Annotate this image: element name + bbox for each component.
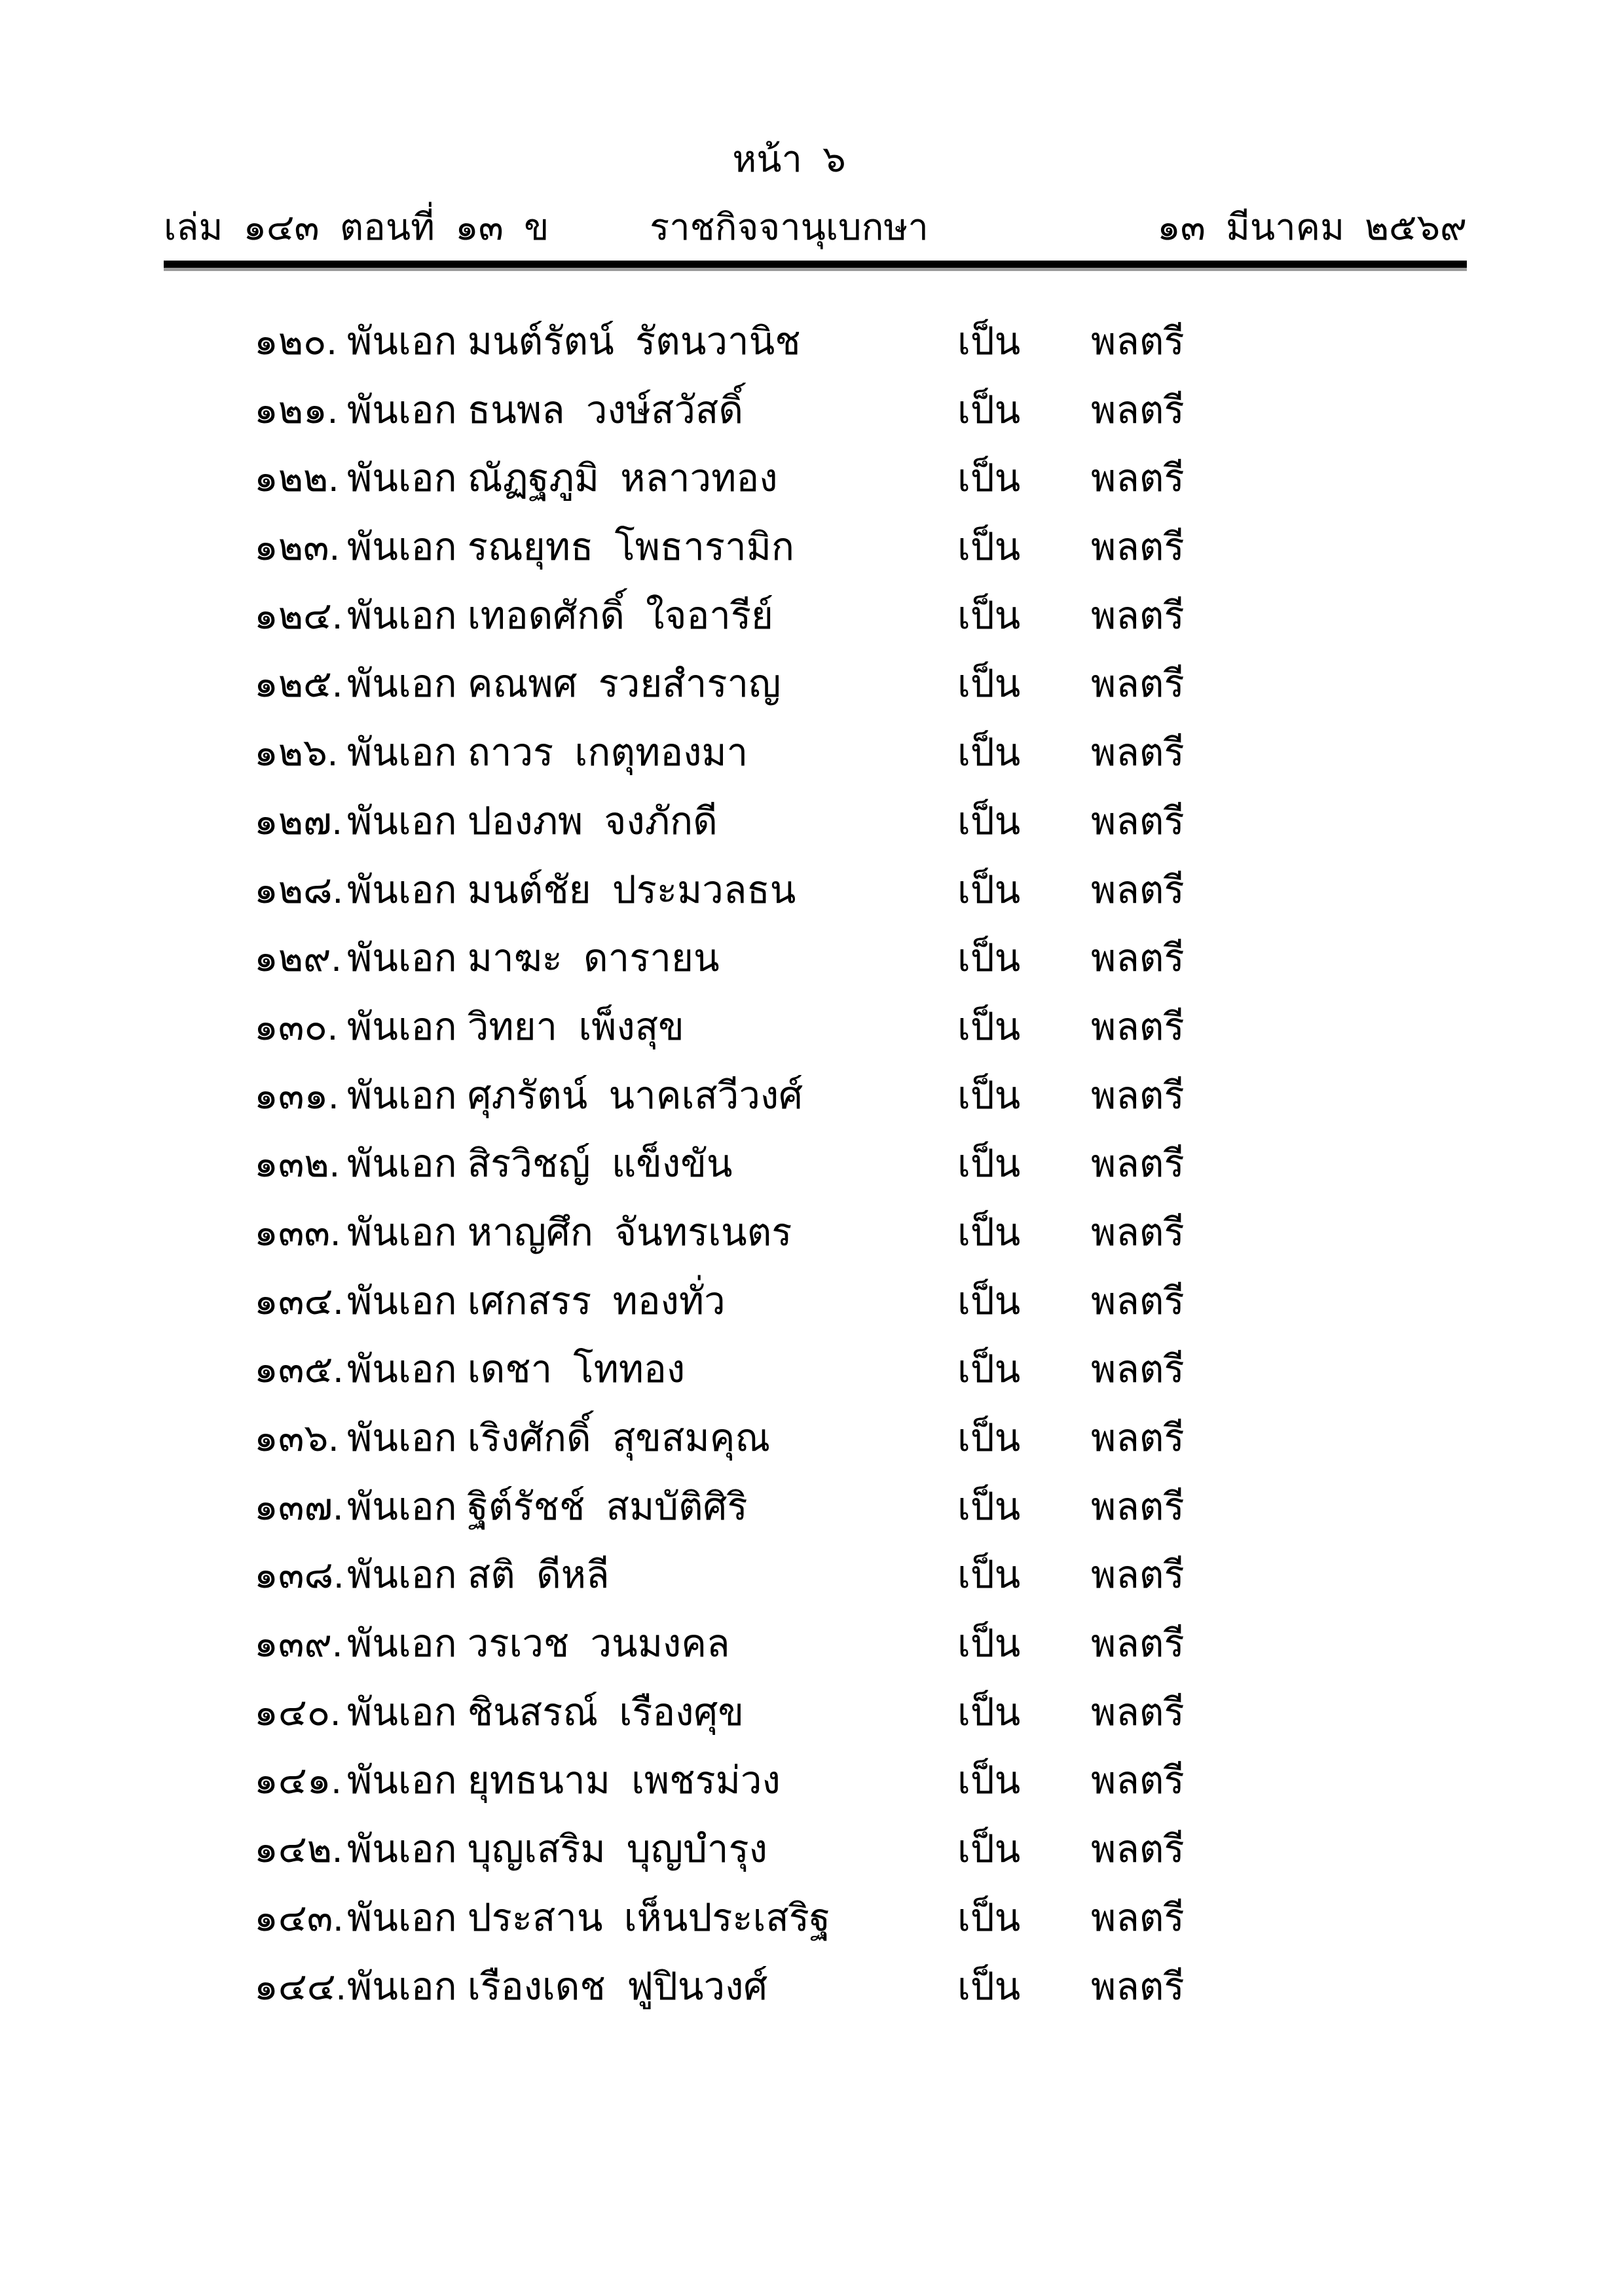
list-item bbox=[0, 719, 1624, 788]
item-number: ๑๒๓. bbox=[254, 526, 340, 569]
officer-name: พันเอก รณยุทธ โพธารามิก bbox=[347, 526, 795, 569]
to-word: เป็น bbox=[957, 1417, 1021, 1459]
officer-name: พันเอก เศกสรร ทองทั่ว bbox=[347, 1279, 726, 1322]
to-word: เป็น bbox=[957, 868, 1021, 911]
to-word: เป็น bbox=[957, 594, 1021, 637]
list-item bbox=[0, 856, 1624, 925]
item-number: ๑๒๘. bbox=[254, 868, 343, 911]
new-rank: พลตรี bbox=[1091, 457, 1185, 500]
new-rank: พลตรี bbox=[1091, 1417, 1185, 1459]
list-item bbox=[0, 1199, 1624, 1267]
list-item bbox=[0, 1404, 1624, 1473]
item-number: ๑๓๖. bbox=[254, 1417, 339, 1459]
officer-name: พันเอก ชินสรณ์ เรืองศุข bbox=[347, 1690, 744, 1734]
officer-name: พันเอก ประสาน เห็นประเสริฐ bbox=[347, 1896, 830, 1939]
list-item bbox=[0, 1473, 1624, 1542]
item-number: ๑๒๑. bbox=[254, 388, 338, 431]
officer-name: พันเอก เริงศักดิ์ สุขสมคุณ bbox=[347, 1417, 771, 1459]
item-number: ๑๔๐. bbox=[254, 1690, 341, 1734]
officer-name: พันเอก บุญเสริม บุญบำรุง bbox=[347, 1828, 767, 1871]
page-number-label: หน้า ๖ bbox=[732, 138, 846, 179]
list-item bbox=[0, 1610, 1624, 1679]
officer-name: พันเอก ถาวร เกตุทองมา bbox=[347, 731, 748, 774]
item-number: ๑๒๒. bbox=[254, 457, 339, 500]
item-number: ๑๓๕. bbox=[254, 1348, 344, 1391]
new-rank: พลตรี bbox=[1091, 663, 1185, 706]
new-rank: พลตรี bbox=[1091, 1690, 1185, 1734]
to-word: เป็น bbox=[957, 1074, 1021, 1117]
to-word: เป็น bbox=[957, 937, 1021, 980]
list-item bbox=[0, 445, 1624, 513]
item-number: ๑๒๖. bbox=[254, 731, 338, 774]
list-item bbox=[0, 582, 1624, 651]
officer-name: พันเอก ธนพล วงษ์สวัสดิ์ bbox=[347, 388, 743, 431]
to-word: เป็น bbox=[957, 799, 1021, 843]
officer-name: พันเอก วรเวช วนมงคล bbox=[347, 1622, 730, 1666]
new-rank: พลตรี bbox=[1091, 1554, 1185, 1597]
new-rank: พลตรี bbox=[1091, 1279, 1185, 1322]
new-rank: พลตรี bbox=[1091, 1211, 1185, 1254]
list-item bbox=[0, 924, 1624, 993]
officer-name: พันเอก เทอดศักดิ์ ใจอารีย์ bbox=[347, 594, 773, 637]
new-rank: พลตรี bbox=[1091, 1142, 1185, 1186]
item-number: ๑๓๗. bbox=[254, 1485, 344, 1528]
to-word: เป็น bbox=[957, 1485, 1021, 1528]
officer-name: พันเอก เดชา โททอง bbox=[347, 1348, 686, 1391]
new-rank: พลตรี bbox=[1091, 1348, 1185, 1391]
to-word: เป็น bbox=[957, 1896, 1021, 1939]
item-number: ๑๓๑. bbox=[254, 1074, 339, 1117]
to-word: เป็น bbox=[957, 1828, 1021, 1871]
to-word: เป็น bbox=[957, 1759, 1021, 1802]
new-rank: พลตรี bbox=[1091, 799, 1185, 843]
list-item bbox=[0, 1062, 1624, 1131]
item-number: ๑๔๒. bbox=[254, 1828, 343, 1871]
officer-name: พันเอก ปองภพ จงภักดี bbox=[347, 799, 718, 843]
list-item bbox=[0, 1953, 1624, 2022]
to-word: เป็น bbox=[957, 1965, 1021, 2008]
date-label: ๑๓ มีนาคม ๒๕๖๙ bbox=[1157, 206, 1467, 247]
officer-name: พันเอก เรืองเดช ฟูปินวงศ์ bbox=[347, 1965, 768, 2008]
new-rank: พลตรี bbox=[1091, 731, 1185, 774]
item-number: ๑๓๘. bbox=[254, 1554, 344, 1597]
officer-name: พันเอก มนต์ชัย ประมวลธน bbox=[347, 868, 796, 911]
item-number: ๑๓๔. bbox=[254, 1279, 344, 1322]
officer-name: พันเอก ยุทธนาม เพชรม่วง bbox=[347, 1759, 781, 1802]
list-item bbox=[0, 1541, 1624, 1610]
officer-name: พันเอก คณพศ รวยสำราญ bbox=[347, 663, 781, 706]
header-rule bbox=[164, 261, 1467, 268]
new-rank: พลตรี bbox=[1091, 1965, 1185, 2008]
new-rank: พลตรี bbox=[1091, 868, 1185, 911]
to-word: เป็น bbox=[957, 388, 1021, 431]
item-number: ๑๓๒. bbox=[254, 1142, 340, 1186]
officer-name: พันเอก สิรวิชญ์ แข็งขัน bbox=[347, 1142, 733, 1186]
new-rank: พลตรี bbox=[1091, 526, 1185, 569]
officer-name: พันเอก หาญศึก จันทรเนตร bbox=[347, 1211, 792, 1254]
to-word: เป็น bbox=[957, 526, 1021, 569]
to-word: เป็น bbox=[957, 731, 1021, 774]
to-word: เป็น bbox=[957, 1279, 1021, 1322]
list-item bbox=[0, 1747, 1624, 1815]
list-item bbox=[0, 1679, 1624, 1747]
officer-name: พันเอก มนต์รัตน์ รัตนวานิช bbox=[347, 320, 801, 363]
item-number: ๑๔๔. bbox=[254, 1965, 346, 2008]
new-rank: พลตรี bbox=[1091, 1005, 1185, 1048]
officer-name: พันเอก ฐิต์รัชช์ สมบัติศิริ bbox=[347, 1485, 748, 1528]
item-number: ๑๒๙. bbox=[254, 937, 342, 980]
item-number: ๑๓๐. bbox=[254, 1005, 338, 1048]
volume-issue-label: เล่ม ๑๔๓ ตอนที่ ๑๓ ข bbox=[164, 206, 549, 247]
new-rank: พลตรี bbox=[1091, 1896, 1185, 1939]
new-rank: พลตรี bbox=[1091, 594, 1185, 637]
gazette-title: ราชกิจจานุเบกษา bbox=[650, 206, 929, 247]
item-number: ๑๓๓. bbox=[254, 1211, 341, 1254]
officer-name: พันเอก ศุภรัตน์ นาคเสวีวงศ์ bbox=[347, 1074, 803, 1117]
to-word: เป็น bbox=[957, 1554, 1021, 1597]
list-item bbox=[0, 1815, 1624, 1884]
list-item bbox=[0, 1130, 1624, 1199]
new-rank: พลตรี bbox=[1091, 1828, 1185, 1871]
new-rank: พลตรี bbox=[1091, 1485, 1185, 1528]
list-item bbox=[0, 513, 1624, 582]
list-item bbox=[0, 993, 1624, 1062]
item-number: ๑๔๑. bbox=[254, 1759, 342, 1802]
list-item bbox=[0, 308, 1624, 376]
to-word: เป็น bbox=[957, 1622, 1021, 1666]
to-word: เป็น bbox=[957, 1142, 1021, 1186]
list-item bbox=[0, 1884, 1624, 1953]
item-number: ๑๒๔. bbox=[254, 594, 343, 637]
officer-name: พันเอก วิทยา เพ็งสุข bbox=[347, 1005, 684, 1048]
new-rank: พลตรี bbox=[1091, 388, 1185, 431]
new-rank: พลตรี bbox=[1091, 320, 1185, 363]
to-word: เป็น bbox=[957, 1348, 1021, 1391]
to-word: เป็น bbox=[957, 1690, 1021, 1734]
officer-name: พันเอก สติ ดีหลี bbox=[347, 1554, 610, 1597]
new-rank: พลตรี bbox=[1091, 1759, 1185, 1802]
item-number: ๑๒๗. bbox=[254, 799, 342, 843]
item-number: ๑๒๐. bbox=[254, 320, 337, 363]
item-number: ๑๒๕. bbox=[254, 663, 343, 706]
new-rank: พลตรี bbox=[1091, 1622, 1185, 1666]
list-item bbox=[0, 788, 1624, 856]
officer-name: พันเอก ณัฏฐภูมิ หลาวทอง bbox=[347, 457, 778, 500]
item-number: ๑๓๙. bbox=[254, 1622, 343, 1666]
to-word: เป็น bbox=[957, 1211, 1021, 1254]
promotion-list bbox=[0, 308, 1624, 2021]
new-rank: พลตรี bbox=[1091, 1074, 1185, 1117]
to-word: เป็น bbox=[957, 663, 1021, 706]
list-item bbox=[0, 1267, 1624, 1336]
item-number: ๑๔๓. bbox=[254, 1896, 344, 1939]
list-item bbox=[0, 650, 1624, 719]
to-word: เป็น bbox=[957, 1005, 1021, 1048]
list-item bbox=[0, 1336, 1624, 1404]
list-item bbox=[0, 376, 1624, 445]
new-rank: พลตรี bbox=[1091, 937, 1185, 980]
to-word: เป็น bbox=[957, 457, 1021, 500]
to-word: เป็น bbox=[957, 320, 1021, 363]
officer-name: พันเอก มาฆะ ดารายน bbox=[347, 937, 720, 980]
